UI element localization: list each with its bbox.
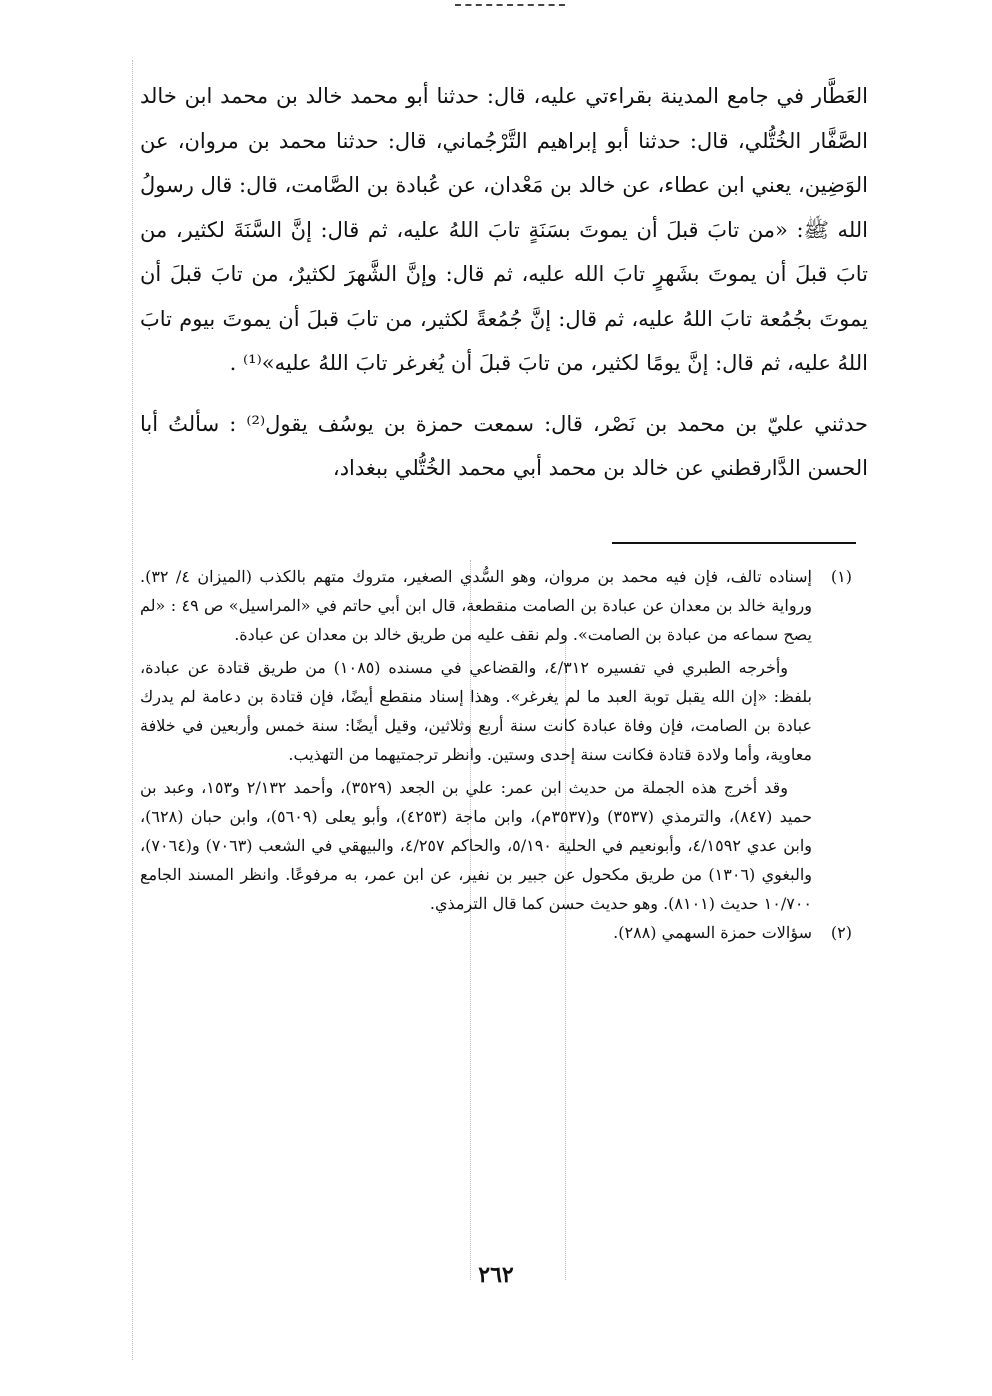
main-text-block (140, 74, 868, 491)
footnote-divider (612, 542, 856, 544)
footnote-paragraph: وقد أخرج هذه الجملة من حديث ابن عمر: علي بن الجعد (٣٥٢٩)، وأحمد ٢/١٣٢ و١٥٣، وعبد بن حميد (٨٤٧)، والترمذي (٣٥٣٧) و(٣٥٣٧م)، وابن ماجة (٤٢٥٣)، وأبو يعلى (٥٦٠٩)، وابن حبان (٦٢٨)، وابن عدي ٤/١٥٩٢، وأبونعيم في الحلية ٥/١٩٠، والحاكم ٤/٢٥٧، والبيهقي في الشعب (٧٠٦٣) و(٧٠٦٤)، والبغوي (١٣٠٦) من طريق مكحول عن جبير بن نفير، عن ابن عمر، به مرفوعًا. وانظر المسند الجامع ١٠/٧٠٠ حديث (٨١٠١). وهو حديث حسن كما قال الترمذي. (140, 778, 813, 913)
page-number: ٢٦٢ (478, 1262, 514, 1288)
footnote (140, 918, 852, 947)
footnote (140, 562, 852, 918)
footnotes-section (140, 562, 852, 947)
footnote-number: (١) (830, 567, 852, 586)
top-edge-mark (455, 4, 565, 6)
footnote-paragraph: سؤالات حمزة السهمي (٢٨٨). (613, 923, 812, 942)
footnote-number: (٢) (830, 923, 852, 942)
main-paragraph: العَطَّار في جامع المدينة بقراءتي عليه، قال: حدثنا أبو محمد خالد بن محمد ابن خالد الصَّفَّار الخُتُّلي، قال: حدثنا أبو إبراهيم التَّرْجُماني، قال: حدثنا محمد بن مروان، عن الوَضِين، يعني ابن عطاء، عن خالد بن مَعْدان، عن عُبادة بن الصَّامت، قال: قال رسولُ الله ﷺ: «من تابَ قبلَ أن يموتَ بسَنَةٍ تابَ اللهُ عليه، ثم قال: إنَّ السَّنَةَ لكثير، من تابَ قبلَ أن يموتَ بشَهرٍ تابَ الله عليه، ثم قال: وإنَّ الشَّهرَ لكثيرٌ، من تابَ قبلَ أن يموتَ بجُمُعة تابَ اللهُ عليه، ثم قال: إنَّ جُمُعةً لكثير، من تابَ قبلَ أن يموتَ بيوم تابَ اللهُ عليه، ثم قال: إنَّ يومًا لكثير، من تابَ قبلَ أن يُغرغر تابَ اللهُ عليه»⁽¹⁾ . (140, 84, 868, 375)
main-paragraph: حدثني عليّ بن محمد بن نَصْر، قال: سمعت حمزة بن يوسُف يقول⁽²⁾ : سألتُ أبا الحسن الدَّارقطني عن خالد بن محمد أبي محمد الخُتُّلي ببغداد، (140, 411, 868, 480)
scan-artifact-line (132, 60, 133, 1360)
footnote-paragraph: إسناده تالف، فإن فيه محمد بن مروان، وهو السُّدي الصغير، متروك متهم بالكذب (الميزان ٤/ ٣٢). ورواية خالد بن معدان عن عبادة بن الصامت منقطعة، قال ابن أبي حاتم في «المراسيل» ص ٤٩ : «لم يصح سماعه من عبادة بن الصامت». ولم نقف عليه من طريق خالد بن معدان عن عبادة. (140, 567, 813, 644)
footnote-paragraph: وأخرجه الطبري في تفسيره ٤/٣١٢، والقضاعي في مسنده (١٠٨٥) من طريق قتادة عن عبادة، بلفظ: «إن الله يقبل توبة العبد ما لم يغرغر». وهذا إسناد منقطع أيضًا، فإن قتادة بن دعامة لم يدرك عبادة بن الصامت، فإن وفاة عبادة كانت سنة أربع وثلاثين، وقيل أيضًا: سنة خمس وأربعين في خلافة معاوية، وأما ولادة قتادة فكانت سنة إحدى وستين. وانظر ترجمتيهما من التهذيب. (140, 658, 812, 764)
